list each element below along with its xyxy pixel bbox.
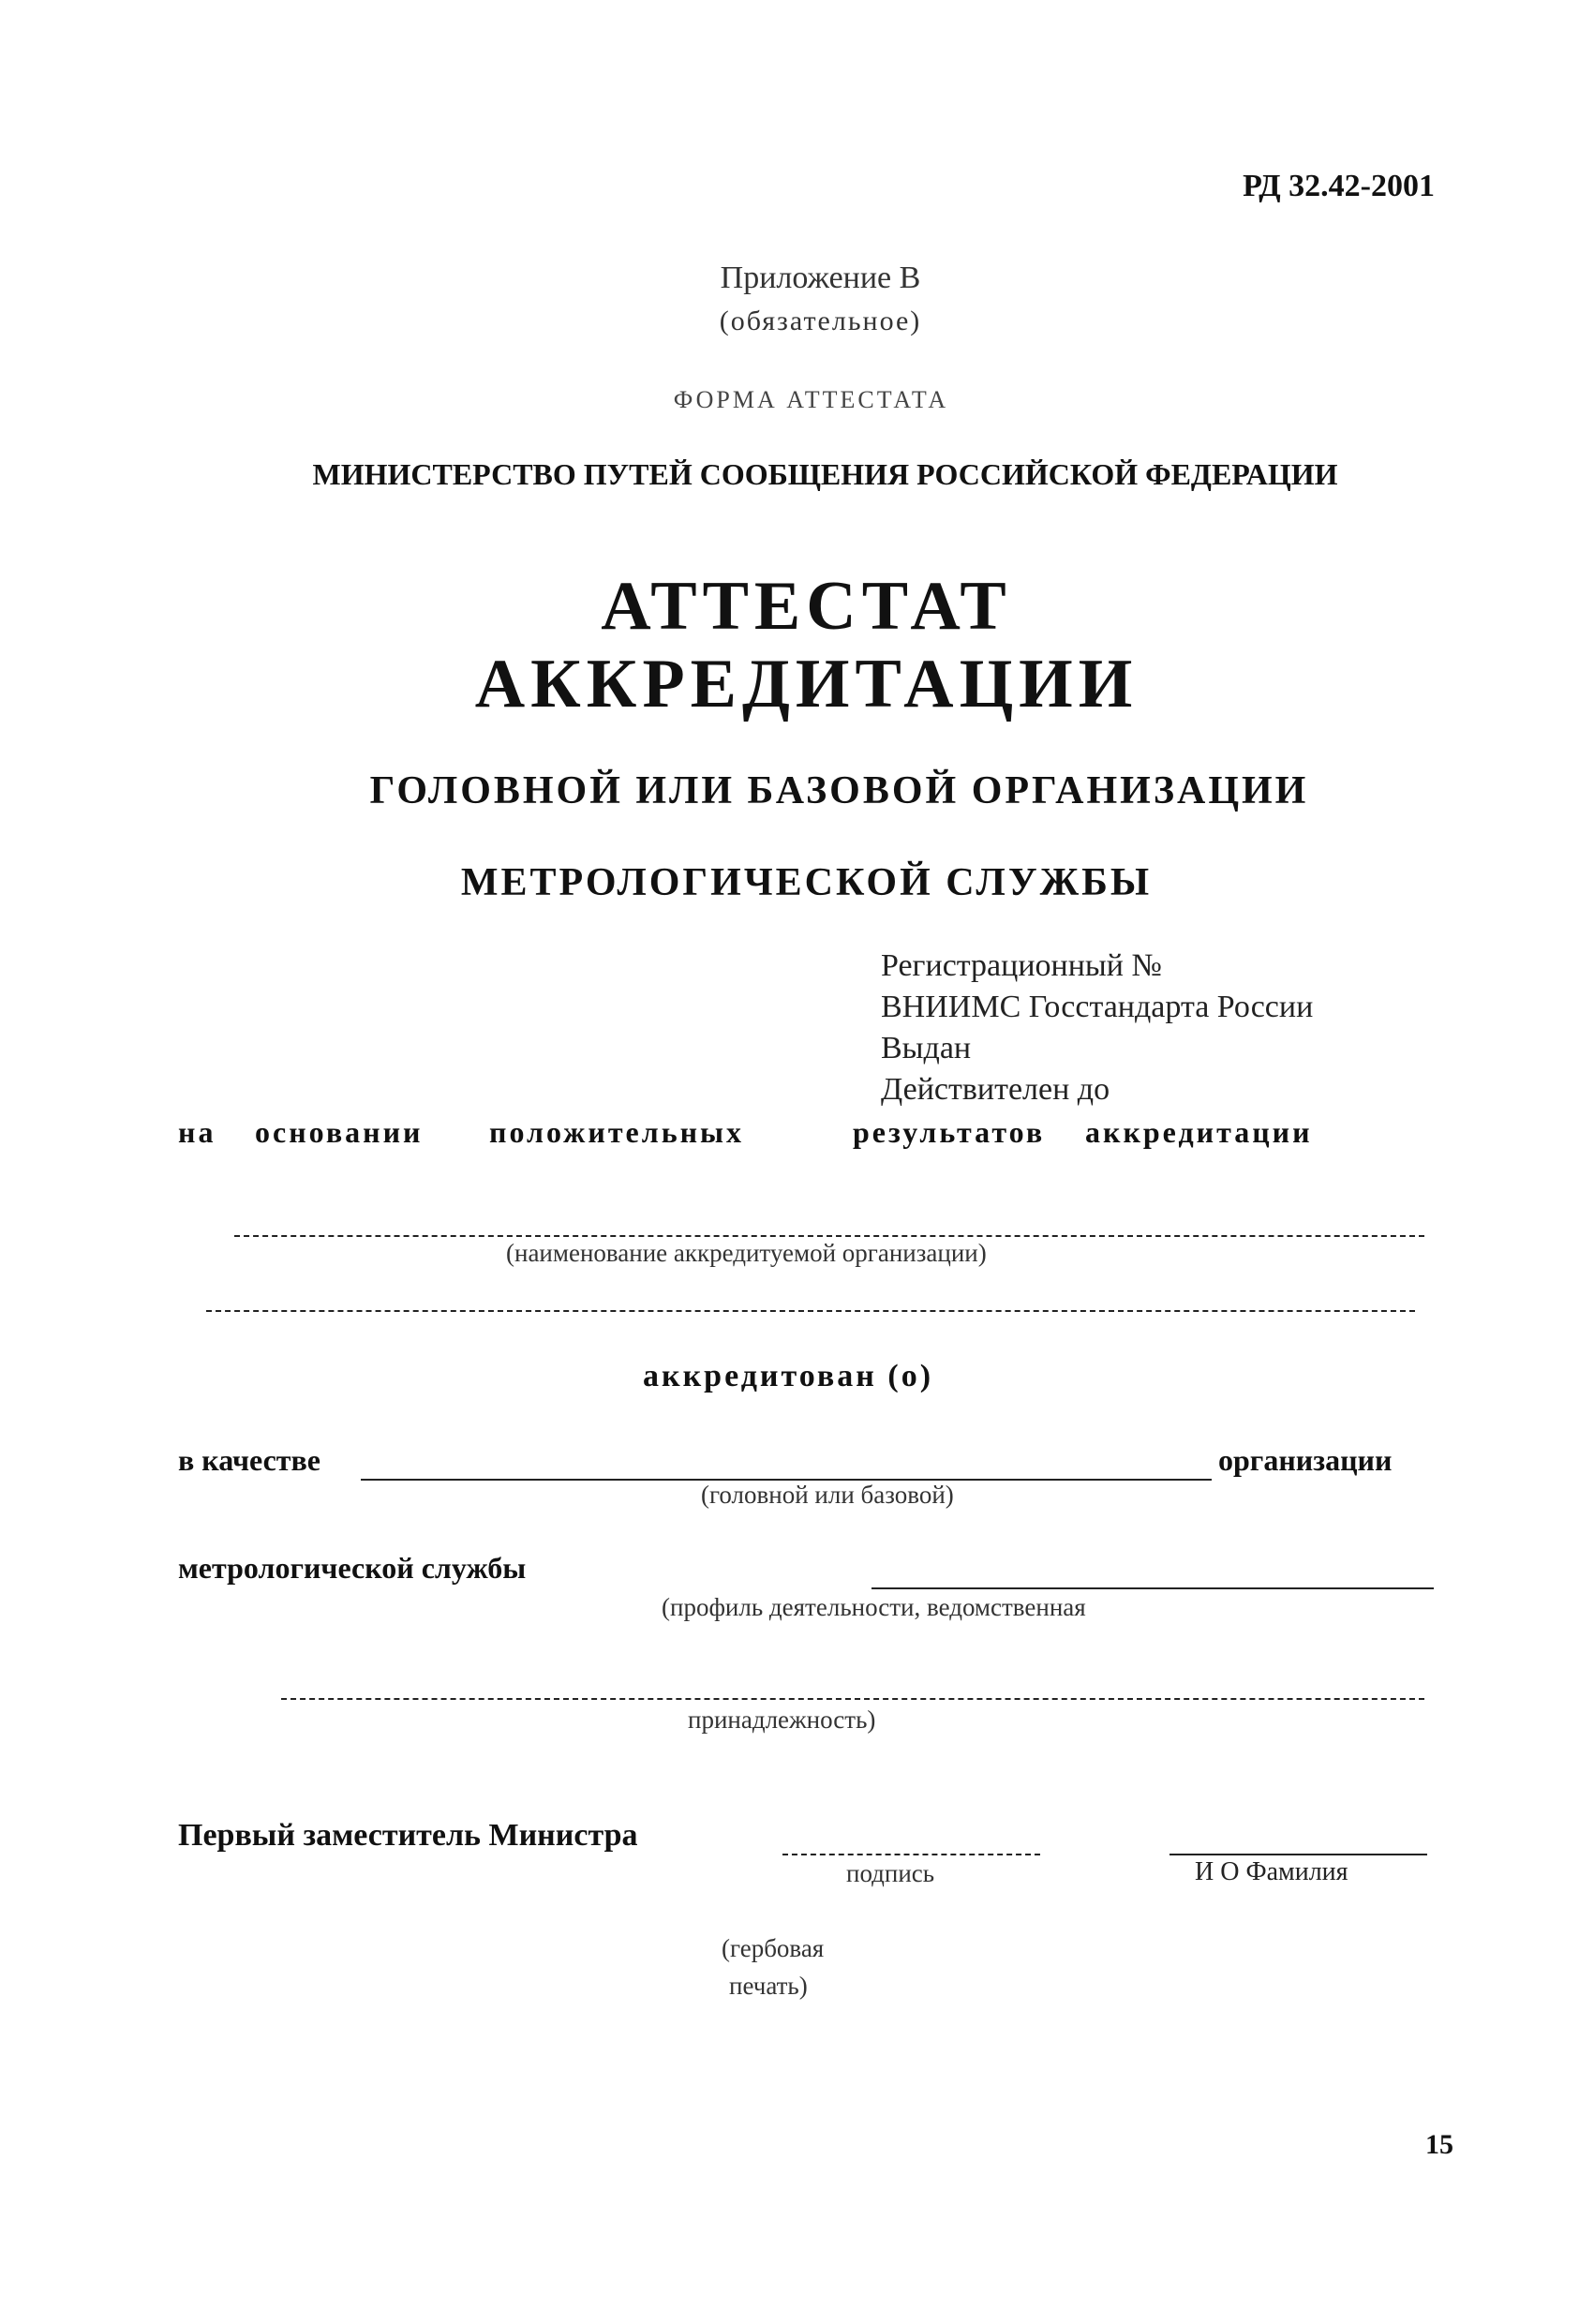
service-label: метрологической службы	[178, 1551, 527, 1585]
form-label: ФОРМА АТТЕСТАТА	[673, 386, 949, 413]
registration-valid-until: Действителен до	[881, 1072, 1110, 1107]
service-input-line[interactable]	[871, 1587, 1434, 1589]
accredited-label: аккредитован (о)	[643, 1359, 934, 1393]
basis-word-5: аккредитации	[1085, 1115, 1313, 1149]
document-code: РД 32.42-2001	[1243, 169, 1435, 203]
role-suffix: организации	[1218, 1443, 1393, 1477]
registration-issued: Выдан	[881, 1031, 972, 1065]
role-prefix: в качестве	[178, 1443, 320, 1477]
appendix-note: (обязательное)	[719, 305, 922, 336]
signature-line[interactable]	[782, 1854, 1040, 1855]
affiliation-input-line[interactable]	[281, 1698, 1424, 1700]
signature-caption: подпись	[846, 1859, 935, 1887]
ministry-name: МИНИСТЕРСТВО ПУТЕЙ СООБЩЕНИЯ РОССИЙСКОЙ ФЕДЕРАЦИИ	[312, 457, 1338, 491]
subtitle-service: МЕТРОЛОГИЧЕСКОЙ СЛУЖБЫ	[460, 861, 1153, 904]
fio-line[interactable]	[1169, 1854, 1427, 1855]
basis-word-3: положительных	[489, 1115, 745, 1149]
subtitle-organization: ГОЛОВНОЙ ИЛИ БАЗОВОЙ ОРГАНИЗАЦИИ	[369, 769, 1309, 812]
org-name-caption: (наименование аккредитуемой организации)	[506, 1239, 987, 1267]
title-line-1: АТТЕСТАТ	[601, 568, 1012, 645]
org-name-line[interactable]	[234, 1235, 1424, 1237]
signatory-title: Первый заместитель Министра	[178, 1818, 638, 1853]
affiliation-caption: принадлежность)	[688, 1706, 876, 1734]
seal-caption-line-1: (гербовая	[722, 1934, 825, 1962]
page-number: 15	[1425, 2129, 1453, 2160]
registration-authority: ВНИИМС Госстандарта России	[881, 990, 1314, 1024]
registration-number: Регистрационный №	[881, 948, 1162, 983]
basis-word-4: результатов	[853, 1115, 1046, 1149]
title-line-2: АККРЕДИТАЦИИ	[474, 646, 1139, 723]
basis-word-2: основании	[255, 1115, 424, 1149]
profile-caption: (профиль деятельности, ведомственная	[662, 1593, 1086, 1621]
appendix-label: Приложение В	[720, 261, 921, 295]
role-caption: (головной или базовой)	[701, 1481, 954, 1509]
seal-caption-line-2: печать)	[729, 1972, 808, 2000]
fio-caption: И О Фамилия	[1195, 1857, 1348, 1886]
org-name-line-2[interactable]	[206, 1310, 1415, 1312]
basis-word-1: на	[178, 1115, 216, 1149]
